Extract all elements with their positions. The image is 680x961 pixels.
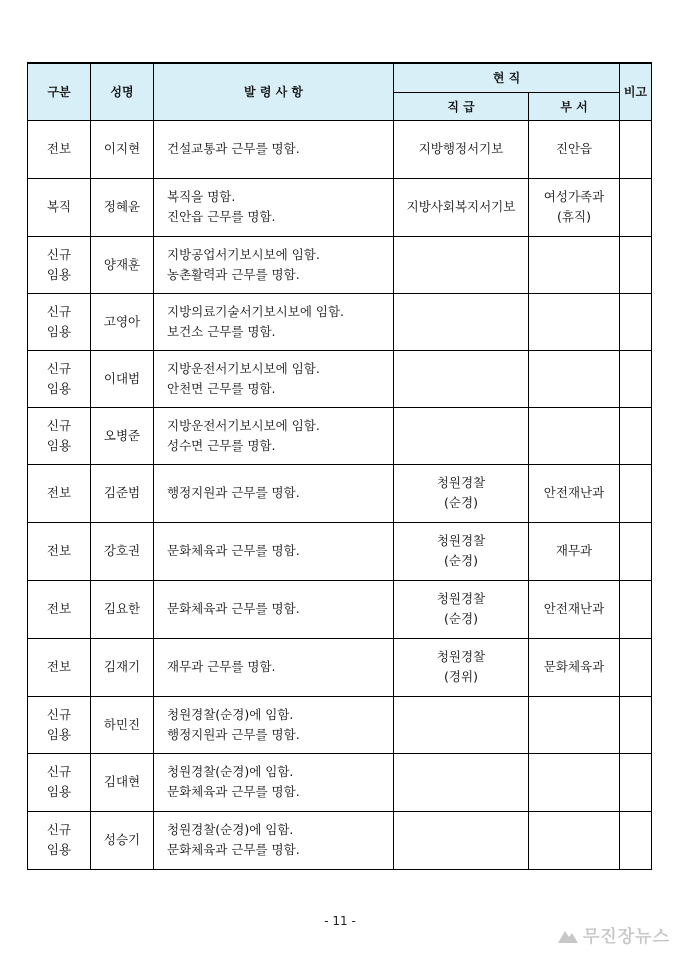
appointment-cell-line: 문화체육과 근무를 명함. <box>167 601 300 616</box>
remarks-cell <box>620 350 652 407</box>
appointment-cell-line: 건설교통과 근무를 명함. <box>167 141 300 156</box>
name-cell: 김대현 <box>91 753 154 811</box>
mountain-logo-icon <box>557 926 579 944</box>
appointment-cell-line: 안천면 근무를 명함. <box>167 380 276 396</box>
appointment-cell-line: 문화체육과 근무를 명함. <box>167 543 300 558</box>
category-cell <box>28 464 91 522</box>
rank-cell <box>394 120 529 178</box>
rank-cell <box>394 522 529 580</box>
name-cell: 양재훈 <box>91 236 154 293</box>
appointment-cell-line: 지방운전서기보시보에 임함. <box>167 417 320 433</box>
table-row <box>28 407 652 464</box>
rank-cell <box>394 811 529 869</box>
department-cell-line: 진안읍 <box>555 141 593 156</box>
table-row <box>28 464 652 522</box>
category-cell <box>28 753 91 811</box>
name-cell: 강호권 <box>91 522 154 580</box>
name-cell: 정혜윤 <box>91 178 154 236</box>
category-cell-line: 신규 <box>46 360 72 376</box>
appointment-cell <box>154 753 394 811</box>
remarks-cell <box>620 580 652 638</box>
department-cell <box>529 407 620 464</box>
department-cell-line: 재무과 <box>555 543 593 558</box>
category-cell-line: 임용 <box>46 784 72 799</box>
rank-cell <box>394 236 529 293</box>
remarks-cell <box>620 638 652 696</box>
category-cell-line: 신규 <box>46 706 72 722</box>
rank-cell <box>394 350 529 407</box>
department-cell <box>529 350 620 407</box>
remarks-cell <box>620 811 652 869</box>
category-cell-line: 임용 <box>46 266 72 282</box>
table-row <box>28 522 652 580</box>
department-cell <box>529 522 620 580</box>
table-row <box>28 580 652 638</box>
department-cell-line: (휴직) <box>557 209 591 224</box>
name-cell: 고영아 <box>91 293 154 350</box>
name-cell: 이대범 <box>91 350 154 407</box>
rank-cell <box>394 753 529 811</box>
rank-cell-line: (경위) <box>444 669 478 684</box>
category-cell <box>28 696 91 753</box>
appointment-cell <box>154 811 394 869</box>
remarks-cell <box>620 753 652 811</box>
appointment-cell-line: 문화체육과 근무를 명함. <box>167 784 300 799</box>
appointment-cell <box>154 407 394 464</box>
appointment-cell-line: 보건소 근무를 명함. <box>167 323 276 339</box>
table-row <box>28 350 652 407</box>
rank-cell <box>394 178 529 236</box>
appointment-cell-line: 성수면 근무를 명함. <box>167 437 276 453</box>
table-row <box>28 638 652 696</box>
department-cell-line: 문화체육과 <box>543 659 605 674</box>
header-appointment: 발 령 사 항 <box>154 63 394 120</box>
appointment-cell-line: 진안읍 근무를 명함. <box>167 209 276 224</box>
rank-cell <box>394 696 529 753</box>
category-cell-line: 전보 <box>46 659 72 674</box>
category-cell <box>28 580 91 638</box>
appointment-cell <box>154 120 394 178</box>
rank-cell-line: 청원경찰 <box>436 591 486 606</box>
department-cell <box>529 696 620 753</box>
appointment-cell <box>154 293 394 350</box>
category-cell-line: 임용 <box>46 726 72 742</box>
category-cell-line: 신규 <box>46 303 72 319</box>
department-cell <box>529 293 620 350</box>
table-row <box>28 293 652 350</box>
rank-cell-line: (순경) <box>444 611 478 626</box>
department-cell <box>529 178 620 236</box>
category-cell-line: 신규 <box>46 417 72 433</box>
appointment-cell-line: 지방운전서기보시보에 임함. <box>167 360 320 376</box>
appointment-cell <box>154 236 394 293</box>
header-name: 성명 <box>91 63 154 120</box>
rank-cell <box>394 464 529 522</box>
remarks-cell <box>620 293 652 350</box>
table-row <box>28 753 652 811</box>
name-cell: 김요한 <box>91 580 154 638</box>
appointment-cell <box>154 580 394 638</box>
appointment-cell <box>154 178 394 236</box>
category-cell <box>28 522 91 580</box>
rank-cell <box>394 293 529 350</box>
category-cell-line: 전보 <box>46 543 72 558</box>
appointment-cell-line: 행정지원과 근무를 명함. <box>167 726 300 742</box>
category-cell <box>28 120 91 178</box>
appointment-cell <box>154 696 394 753</box>
remarks-cell <box>620 178 652 236</box>
category-cell-line: 임용 <box>46 842 72 857</box>
remarks-cell <box>620 522 652 580</box>
table-body <box>28 120 652 869</box>
department-cell-line: 여성가족과 <box>543 189 605 204</box>
name-cell: 김준범 <box>91 464 154 522</box>
appointment-cell-line: 지방공업서기보시보에 임함. <box>167 246 320 262</box>
appointment-cell-line: 재무과 근무를 명함. <box>167 659 276 674</box>
category-cell-line: 복직 <box>46 199 72 214</box>
department-cell <box>529 753 620 811</box>
remarks-cell <box>620 464 652 522</box>
category-cell <box>28 407 91 464</box>
category-cell <box>28 178 91 236</box>
department-cell-line: 안전재난과 <box>543 601 605 616</box>
category-cell-line: 임용 <box>46 380 72 396</box>
name-cell: 이지현 <box>91 120 154 178</box>
remarks-cell <box>620 236 652 293</box>
name-cell: 김재기 <box>91 638 154 696</box>
appointment-cell <box>154 464 394 522</box>
rank-cell-line: 지방사회복지서기보 <box>406 199 516 214</box>
table-row <box>28 178 652 236</box>
category-cell-line: 전보 <box>46 485 72 500</box>
category-cell <box>28 350 91 407</box>
rank-cell <box>394 638 529 696</box>
rank-cell-line: (순경) <box>444 553 478 568</box>
category-cell <box>28 811 91 869</box>
department-cell-line: 안전재난과 <box>543 485 605 500</box>
table-row <box>28 236 652 293</box>
remarks-cell <box>620 120 652 178</box>
header-rank: 직 급 <box>394 92 529 120</box>
category-cell <box>28 236 91 293</box>
watermark-text: 무진장뉴스 <box>582 927 670 947</box>
category-cell-line: 신규 <box>46 764 72 779</box>
appointment-cell-line: 청원경찰(순경)에 임함. <box>167 764 294 779</box>
table-row <box>28 120 652 178</box>
rank-cell-line: 지방행정서기보 <box>418 141 504 156</box>
appointment-cell-line: 지방의료기술서기보시보에 임함. <box>167 303 344 319</box>
appointment-cell <box>154 638 394 696</box>
table-row <box>28 811 652 869</box>
category-cell-line: 신규 <box>46 246 72 262</box>
department-cell <box>529 580 620 638</box>
rank-cell-line: (순경) <box>444 495 478 510</box>
watermark <box>557 922 670 947</box>
category-cell-line: 임용 <box>46 323 72 339</box>
category-cell <box>28 293 91 350</box>
rank-cell-line: 청원경찰 <box>436 533 486 548</box>
appointment-cell-line: 농촌활력과 근무를 명함. <box>167 266 300 282</box>
appointment-cell <box>154 350 394 407</box>
appointment-cell-line: 문화체육과 근무를 명함. <box>167 842 300 857</box>
appointment-cell-line: 복직을 명함. <box>167 189 236 204</box>
category-cell-line: 전보 <box>46 141 72 156</box>
appointment-cell-line: 청원경찰(순경)에 임함. <box>167 822 294 837</box>
page-number: - 11 - <box>324 914 356 928</box>
remarks-cell <box>620 407 652 464</box>
department-cell <box>529 236 620 293</box>
table-row <box>28 696 652 753</box>
department-cell <box>529 638 620 696</box>
name-cell: 성승기 <box>91 811 154 869</box>
department-cell <box>529 464 620 522</box>
department-cell <box>529 811 620 869</box>
header-current-position: 현 직 <box>394 63 620 92</box>
rank-cell-line: 청원경찰 <box>436 649 486 664</box>
rank-cell <box>394 407 529 464</box>
category-cell-line: 임용 <box>46 437 72 453</box>
category-cell <box>28 638 91 696</box>
header-category: 구분 <box>28 63 91 120</box>
appointment-cell <box>154 522 394 580</box>
category-cell-line: 전보 <box>46 601 72 616</box>
name-cell: 오병준 <box>91 407 154 464</box>
department-cell <box>529 120 620 178</box>
header-remarks: 비고 <box>620 63 652 120</box>
rank-cell <box>394 580 529 638</box>
personnel-table <box>27 62 652 870</box>
appointment-cell-line: 청원경찰(순경)에 임함. <box>167 706 294 722</box>
remarks-cell <box>620 696 652 753</box>
appointment-cell-line: 행정지원과 근무를 명함. <box>167 485 300 500</box>
rank-cell-line: 청원경찰 <box>436 475 486 490</box>
category-cell-line: 신규 <box>46 822 72 837</box>
name-cell: 하민진 <box>91 696 154 753</box>
header-department: 부 서 <box>529 92 620 120</box>
